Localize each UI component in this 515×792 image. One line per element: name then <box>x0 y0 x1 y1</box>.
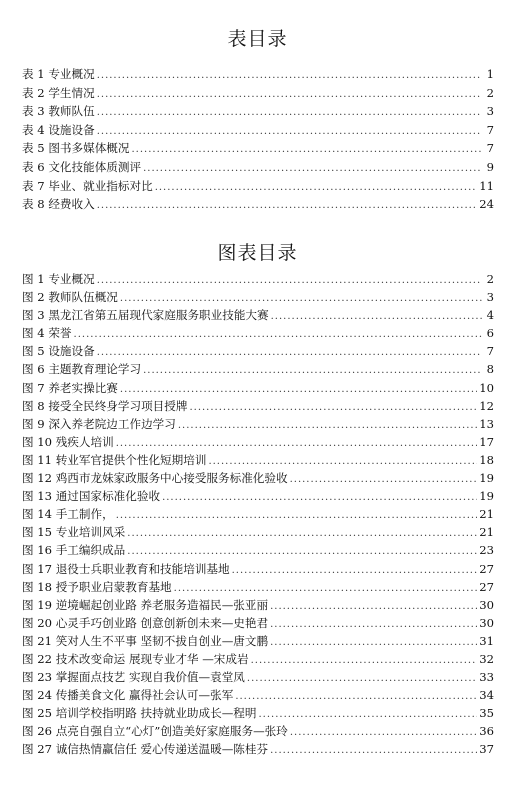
entry-page-number: 30 <box>479 597 494 612</box>
entry-label: 图 26 点亮自强自立“心灯”创造美好家庭服务—张玲 <box>22 724 288 739</box>
toc-entry[interactable] <box>22 177 494 196</box>
entry-page-number: 11 <box>479 178 494 193</box>
entry-label: 图 5 设施设备 <box>22 344 95 359</box>
entry-label: 图 15 专业培训风采 <box>22 525 126 540</box>
entry-label: 图 20 心灵手巧创业路 创意创新创未来—史艳君 <box>22 615 269 630</box>
entry-page-number: 31 <box>479 633 494 648</box>
table-list-title: 表目录 <box>227 28 288 50</box>
entry-page-number: 35 <box>479 706 494 721</box>
dot-leader <box>155 179 478 198</box>
entry-label: 图 3 黑龙江省第五届现代家庭服务职业技能大赛 <box>22 308 269 323</box>
toc-entry[interactable] <box>22 541 494 559</box>
entry-label: 表 3 教师队伍 <box>22 104 95 119</box>
entry-page-number: 36 <box>479 724 494 739</box>
dot-leader <box>97 86 482 105</box>
entry-page-number: 24 <box>479 197 494 212</box>
toc-entry[interactable] <box>22 415 494 433</box>
dot-leader <box>143 160 482 179</box>
entry-label: 表 2 学生情况 <box>22 85 95 100</box>
dot-leader <box>290 471 478 489</box>
entry-page-number: 2 <box>486 272 494 286</box>
toc-entry[interactable] <box>22 596 494 614</box>
dot-leader <box>247 670 477 688</box>
toc-entry[interactable] <box>22 270 494 288</box>
toc-entry[interactable] <box>22 139 494 158</box>
toc-entry[interactable] <box>22 288 494 306</box>
dot-leader <box>127 525 477 543</box>
entry-label: 图 24 传播美食文化 赢得社会认可—张军 <box>22 688 234 703</box>
entry-page-number: 17 <box>479 434 494 449</box>
entry-label: 图 14 手工制作， <box>22 507 114 522</box>
entry-label: 图 9 深入养老院边工作边学习 <box>22 416 176 431</box>
entry-label: 图 27 诚信热情赢信任 爱心传递送温暖—陈桂芬 <box>22 742 269 757</box>
dot-leader <box>97 123 482 142</box>
entry-page-number: 7 <box>486 344 494 359</box>
toc-entry[interactable] <box>22 686 494 704</box>
dot-leader <box>290 724 477 742</box>
toc-entry[interactable] <box>22 523 494 541</box>
entry-page-number: 1 <box>486 67 494 81</box>
entry-page-number: 19 <box>479 471 494 486</box>
entry-page-number: 19 <box>479 489 494 504</box>
entry-label: 图 6 主题教育理论学习 <box>22 362 142 377</box>
toc-entry[interactable] <box>22 740 494 758</box>
toc-entry[interactable] <box>22 469 494 487</box>
dot-leader <box>97 197 478 216</box>
entry-label: 图 4 荣誉 <box>22 326 72 341</box>
entry-label: 图 7 养老实操比赛 <box>22 380 118 395</box>
entry-label: 图 16 手工编织成品 <box>22 543 126 558</box>
entry-page-number: 32 <box>479 651 494 666</box>
entry-label: 图 10 残疾人培训 <box>22 434 114 449</box>
dot-leader <box>270 616 477 634</box>
entry-page-number: 6 <box>486 326 494 341</box>
toc-entry[interactable] <box>22 614 494 632</box>
entry-page-number: 30 <box>479 615 494 630</box>
entry-label: 图 19 逆境崛起创业路 养老服务造福民—张亚丽 <box>22 597 269 612</box>
toc-entry[interactable] <box>22 704 494 722</box>
dot-leader <box>270 742 477 760</box>
entry-page-number: 8 <box>486 362 494 377</box>
entry-page-number: 3 <box>486 104 494 119</box>
toc-entry[interactable] <box>22 668 494 686</box>
entry-page-number: 34 <box>479 688 494 703</box>
entry-page-number: 27 <box>479 579 494 594</box>
dot-leader <box>251 652 478 670</box>
entry-label: 图 12 鸡西市龙妹家政服务中心接受服务标准化验收 <box>22 471 288 486</box>
entry-page-number: 3 <box>486 290 494 305</box>
toc-entry[interactable] <box>22 102 494 121</box>
entry-page-number: 10 <box>479 380 494 395</box>
toc-entry[interactable] <box>22 560 494 578</box>
toc-entry[interactable] <box>22 451 494 469</box>
entry-page-number: 12 <box>479 398 494 413</box>
dot-leader <box>270 634 477 652</box>
toc-entry[interactable] <box>22 84 494 103</box>
entry-label: 图 11 转业军官提供个性化短期培训 <box>22 452 207 467</box>
toc-entry[interactable] <box>22 342 494 360</box>
toc-entry[interactable] <box>22 487 494 505</box>
toc-entry[interactable] <box>22 158 494 177</box>
entry-label: 图 22 技术改变命运 展现专业才华 —宋成岩 <box>22 651 249 666</box>
toc-entry[interactable] <box>22 722 494 740</box>
toc-entry[interactable] <box>22 433 494 451</box>
entry-page-number: 23 <box>479 543 494 558</box>
dot-leader <box>178 417 477 435</box>
dot-leader <box>132 141 483 160</box>
entry-label: 图 1 专业概况 <box>22 272 95 286</box>
entry-page-number: 9 <box>486 159 494 174</box>
entry-label: 图 2 教师队伍概况 <box>22 290 118 305</box>
entry-label: 表 1 专业概况 <box>22 67 95 81</box>
toc-entry[interactable] <box>22 195 494 214</box>
entry-label: 图 23 掌握面点技艺 实现自我价值—袁堂凤 <box>22 670 245 685</box>
entry-label: 表 8 经费收入 <box>22 197 95 212</box>
dot-leader <box>97 67 482 86</box>
toc-entry[interactable] <box>22 121 494 140</box>
toc-entry[interactable] <box>22 505 494 523</box>
entry-page-number: 4 <box>486 308 494 323</box>
entry-page-number: 33 <box>479 670 494 685</box>
entry-label: 图 18 授予职业启蒙教育基地 <box>22 579 172 594</box>
dot-leader <box>97 272 482 290</box>
entry-page-number: 18 <box>479 452 494 467</box>
entry-label: 图 21 笑对人生不平事 坚韧不拔自创业—唐文鹏 <box>22 633 269 648</box>
dot-leader <box>259 706 478 724</box>
entry-label: 表 7 毕业、就业指标对比 <box>22 178 153 193</box>
entry-page-number: 37 <box>479 742 494 757</box>
toc-entry[interactable] <box>22 578 494 596</box>
table-list <box>22 65 494 214</box>
toc-entry[interactable] <box>22 397 494 415</box>
dot-leader <box>235 688 477 706</box>
toc-entry[interactable] <box>22 360 494 378</box>
dot-leader <box>74 326 482 344</box>
entry-label: 图 8 接受全民终身学习项目授牌 <box>22 398 188 413</box>
toc-entry[interactable] <box>22 650 494 668</box>
entry-page-number: 21 <box>479 525 494 540</box>
entry-page-number: 21 <box>479 507 494 522</box>
toc-entry[interactable] <box>22 632 494 650</box>
dot-leader <box>97 104 482 123</box>
entry-page-number: 7 <box>486 122 494 137</box>
toc-entry[interactable] <box>22 379 494 397</box>
dot-leader <box>271 308 482 326</box>
entry-page-number: 27 <box>479 561 494 576</box>
dot-leader <box>270 598 477 616</box>
entry-label: 图 25 培训学校指明路 扶持就业助成长—程明 <box>22 706 257 721</box>
entry-label: 图 17 退役士兵职业教育和技能培训基地 <box>22 561 230 576</box>
entry-page-number: 13 <box>479 416 494 431</box>
entry-label: 图 13 通过国家标准化验收 <box>22 489 161 504</box>
toc-entry[interactable] <box>22 65 494 84</box>
toc-entry[interactable] <box>22 324 494 342</box>
entry-label: 表 6 文化技能体质测评 <box>22 159 142 174</box>
dot-leader <box>232 562 478 580</box>
figure-list <box>22 270 494 759</box>
entry-label: 表 4 设施设备 <box>22 122 95 137</box>
entry-page-number: 2 <box>486 85 494 100</box>
dot-leader <box>97 344 482 362</box>
toc-entry[interactable] <box>22 306 494 324</box>
entry-label: 表 5 图书多媒体概况 <box>22 141 130 156</box>
dot-leader <box>162 489 477 507</box>
figure-list-title: 图表目录 <box>217 242 298 264</box>
dot-leader <box>189 399 477 417</box>
entry-page-number: 7 <box>486 141 494 156</box>
dot-leader <box>116 507 478 525</box>
dot-leader <box>143 362 482 380</box>
